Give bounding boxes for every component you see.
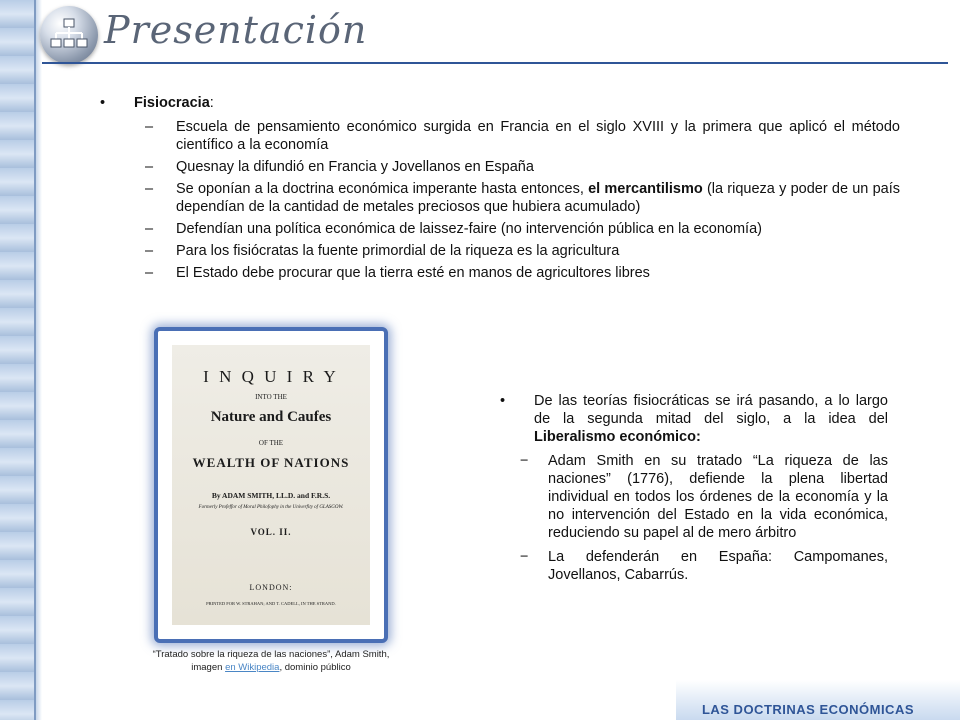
book-line: VOL. II.	[250, 527, 292, 537]
bullet-icon: •	[500, 393, 506, 409]
book-line: INTO THE	[255, 393, 287, 401]
book-line: OF THE	[258, 439, 284, 447]
dash-icon: –	[145, 181, 154, 197]
dash-icon: −	[520, 549, 529, 565]
wikipedia-link[interactable]: en Wikipedia	[225, 662, 280, 673]
book-line: PRINTED FOR W. STRAHAN; AND T. CADELL, IN THE STRAND.	[206, 601, 336, 606]
list-item	[145, 264, 900, 282]
book-line: By ADAM SMITH, LL.D. and F.R.S.	[211, 491, 331, 500]
list-item	[145, 118, 900, 154]
bullet-heading	[100, 94, 900, 112]
list-item	[520, 548, 888, 584]
decorative-left-border	[0, 0, 36, 720]
footer-title: LAS DOCTRINAS ECONÓMICAS	[701, 702, 914, 717]
dash-icon: –	[145, 265, 154, 281]
main-content	[100, 94, 900, 286]
liberalism-section	[500, 392, 888, 590]
list-item-text: Para los fisiócratas la fuente primordial de la riqueza es la agricultura	[176, 243, 620, 259]
image-caption: “Tratado sobre la riqueza de las naciones”, Adam Smith, imagen en Wikipedia, dominio público	[152, 649, 390, 673]
list-item-text: Adam Smith en su tratado “La riqueza de las naciones” (1776), defiende la plena libertad individual en todos los órdenes de la economía y la no intervención del Estado en la vida económica, reduciendo su papel al de mero árbitro	[548, 453, 888, 541]
liberalism-term: Liberalismo económico:	[534, 429, 701, 445]
book-line: LONDON:	[249, 583, 293, 592]
dash-icon: –	[145, 221, 154, 237]
list-item-text: Defendían una política económica de laissez-faire (no intervención pública en la economía)	[176, 221, 762, 237]
dash-icon: −	[520, 453, 529, 469]
list-item	[145, 180, 900, 216]
bullet-label: Fisiocracia	[134, 95, 210, 111]
list-item	[145, 220, 900, 238]
right-bullet: • De las teorías fisiocráticas se irá pasando, a lo largo de la segunda mitad del siglo, a la idea del Liberalismo económico:	[500, 393, 888, 445]
list-item	[520, 452, 888, 542]
dash-icon: –	[145, 119, 154, 135]
book-line: WEALTH OF NATIONS	[192, 455, 350, 470]
org-chart-icon	[40, 6, 98, 64]
list-item-text: Quesnay la difundió en Francia y Jovellanos en España	[176, 159, 534, 175]
list-item-text: Escuela de pensamiento económico surgida en Francia en el siglo XVIII y la primera que aplicó el método científico a la economía	[176, 119, 900, 153]
book-image-frame	[154, 327, 388, 643]
book-line: I N Q U I R Y	[203, 367, 339, 386]
book-line: Formerly Profeffor of Moral Philofophy in the Univerfity of GLASGOW.	[198, 505, 344, 510]
book-line: Nature and Caufes	[210, 409, 332, 425]
mercantilismo-term: el mercantilismo	[588, 181, 703, 197]
bullet-icon: •	[100, 95, 106, 111]
book-title-page	[172, 345, 370, 625]
list-item-text: El Estado debe procurar que la tierra esté en manos de agricultores libres	[176, 265, 650, 281]
list-item	[145, 242, 900, 260]
dash-icon: –	[145, 159, 154, 175]
list-item	[145, 158, 900, 176]
dash-icon: –	[145, 243, 154, 259]
list-item-text: La defenderán en España: Campomanes, Jovellanos, Cabarrús.	[548, 549, 888, 583]
list-item-text: Se oponían a la doctrina económica imperante hasta entonces, el mercantilismo (la riqueza y poder de un país dependían de la cantidad de metales preciosos que hubiera acumulado)	[176, 181, 901, 215]
title-divider	[42, 62, 948, 64]
bullet-colon: :	[209, 95, 214, 111]
page-title: Presentación	[104, 8, 368, 52]
